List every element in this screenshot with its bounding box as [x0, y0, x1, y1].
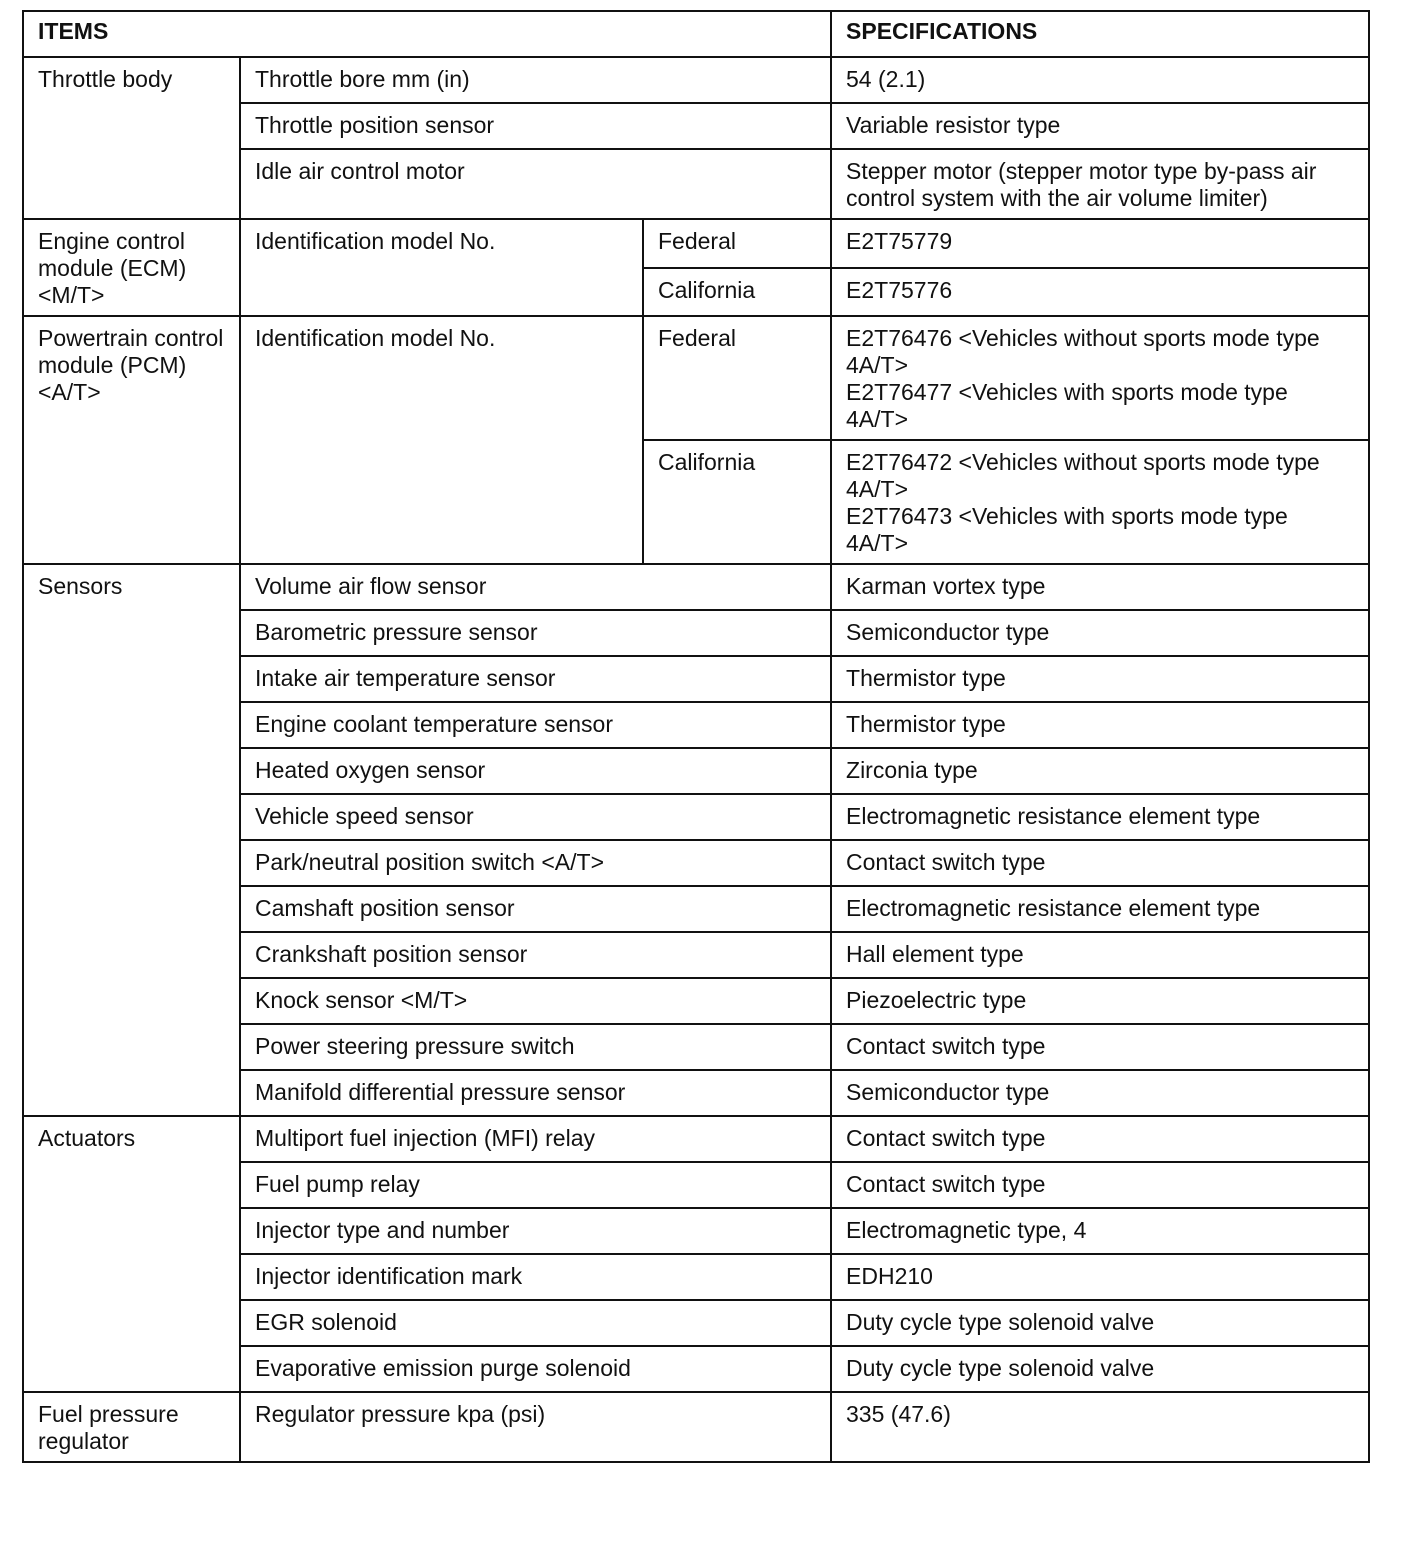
header-specifications: SPECIFICATIONS — [831, 11, 1369, 57]
table-row — [23, 564, 1369, 610]
table-row — [23, 316, 1369, 440]
header-row — [23, 11, 1369, 57]
item-cell: Throttle bore mm (in) — [240, 57, 831, 103]
item-cell: Park/neutral position switch <A/T> — [240, 840, 831, 886]
spec-cell: Duty cycle type solenoid valve — [831, 1346, 1369, 1392]
spec-cell: Electromagnetic resistance element type — [831, 886, 1369, 932]
item-cell: Throttle position sensor — [240, 103, 831, 149]
item-cell: EGR solenoid — [240, 1300, 831, 1346]
variant-cell: Federal — [643, 316, 831, 440]
header-items: ITEMS — [23, 11, 831, 57]
spec-cell: E2T76476 <Vehicles without sports mode type 4A/T> E2T76477 <Vehicles with sports mode type 4A/T> — [831, 316, 1369, 440]
item-cell: Power steering pressure switch — [240, 1024, 831, 1070]
variant-cell: Federal — [643, 219, 831, 268]
spec-cell: Zirconia type — [831, 748, 1369, 794]
actuators-group — [23, 1116, 1369, 1392]
spec-cell: Karman vortex type — [831, 564, 1369, 610]
spec-cell: 54 (2.1) — [831, 57, 1369, 103]
spec-cell: Thermistor type — [831, 656, 1369, 702]
spec-cell: Semiconductor type — [831, 1070, 1369, 1116]
spec-cell: EDH210 — [831, 1254, 1369, 1300]
spec-cell: Thermistor type — [831, 702, 1369, 748]
fuel-pressure-regulator-group — [23, 1392, 1369, 1462]
item-cell: Barometric pressure sensor — [240, 610, 831, 656]
item-cell: Manifold differential pressure sensor — [240, 1070, 831, 1116]
group-label-sensors: Sensors — [23, 564, 240, 1116]
spec-cell: Contact switch type — [831, 840, 1369, 886]
group-label-throttle-body: Throttle body — [23, 57, 240, 219]
item-cell: Vehicle speed sensor — [240, 794, 831, 840]
item-cell: Crankshaft position sensor — [240, 932, 831, 978]
item-cell: Camshaft position sensor — [240, 886, 831, 932]
spec-cell: Variable resistor type — [831, 103, 1369, 149]
item-cell: Fuel pump relay — [240, 1162, 831, 1208]
item-cell: Knock sensor <M/T> — [240, 978, 831, 1024]
table-row — [23, 1392, 1369, 1462]
spec-cell: 335 (47.6) — [831, 1392, 1369, 1462]
item-cell: Regulator pressure kpa (psi) — [240, 1392, 831, 1462]
spec-cell: Electromagnetic resistance element type — [831, 794, 1369, 840]
variant-cell: California — [643, 268, 831, 317]
item-cell: Identification model No. — [240, 316, 643, 564]
spec-cell: Contact switch type — [831, 1116, 1369, 1162]
spec-cell: Duty cycle type solenoid valve — [831, 1300, 1369, 1346]
specifications-table — [22, 10, 1370, 1463]
group-label-fuel-pressure-regulator: Fuel pressure regulator — [23, 1392, 240, 1462]
table-row — [23, 219, 1369, 268]
spec-cell: Piezoelectric type — [831, 978, 1369, 1024]
sensors-group — [23, 564, 1369, 1116]
group-label-actuators: Actuators — [23, 1116, 240, 1392]
variant-cell: California — [643, 440, 831, 564]
spec-cell: E2T75776 — [831, 268, 1369, 317]
spec-cell: Contact switch type — [831, 1024, 1369, 1070]
table-row — [23, 57, 1369, 103]
item-cell: Engine coolant temperature sensor — [240, 702, 831, 748]
group-label-pcm: Powertrain control module (PCM) <A/T> — [23, 316, 240, 564]
spec-cell: E2T75779 — [831, 219, 1369, 268]
item-cell: Idle air control motor — [240, 149, 831, 219]
group-label-ecm: Engine control module (ECM) <M/T> — [23, 219, 240, 316]
item-cell: Identification model No. — [240, 219, 643, 316]
item-cell: Evaporative emission purge solenoid — [240, 1346, 831, 1392]
spec-cell: Contact switch type — [831, 1162, 1369, 1208]
table-row — [23, 1116, 1369, 1162]
item-cell: Injector identification mark — [240, 1254, 831, 1300]
item-cell: Injector type and number — [240, 1208, 831, 1254]
spec-cell: E2T76472 <Vehicles without sports mode type 4A/T> E2T76473 <Vehicles with sports mode type 4A/T> — [831, 440, 1369, 564]
spec-cell: Hall element type — [831, 932, 1369, 978]
item-cell: Multiport fuel injection (MFI) relay — [240, 1116, 831, 1162]
spec-cell: Stepper motor (stepper motor type by-pass air control system with the air volume limiter) — [831, 149, 1369, 219]
item-cell: Volume air flow sensor — [240, 564, 831, 610]
item-cell: Intake air temperature sensor — [240, 656, 831, 702]
spec-cell: Electromagnetic type, 4 — [831, 1208, 1369, 1254]
spec-cell: Semiconductor type — [831, 610, 1369, 656]
item-cell: Heated oxygen sensor — [240, 748, 831, 794]
